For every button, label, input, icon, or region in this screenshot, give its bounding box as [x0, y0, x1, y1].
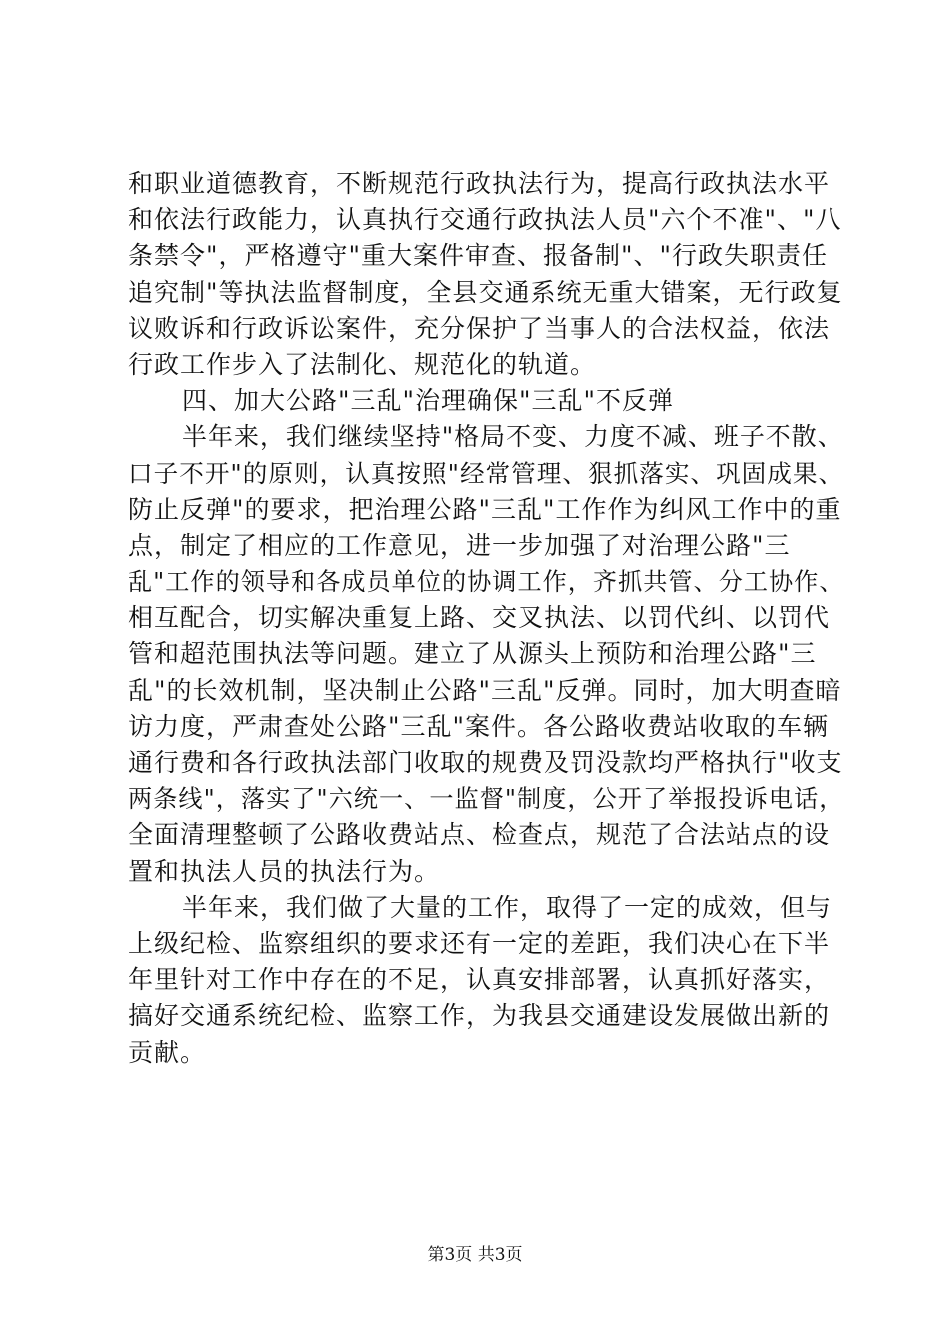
text-line: 乱"的长效机制，坚决制止公路"三乱"反弹。同时，加大明查暗 [128, 675, 842, 705]
page-number: 第3页 共3页 [427, 1245, 523, 1265]
section-heading: 四、加大公路"三乱"治理确保"三乱"不反弹 [182, 386, 674, 416]
text-line: 两条线"，落实了"六统一、一监督"制度，公开了举报投诉电话， [128, 785, 845, 814]
text-line: 口子不开"的原则，认真按照"经常管理、狠抓落实、巩固成果、 [128, 458, 845, 488]
text-line: 管和超范围执法等问题。建立了从源头上预防和治理公路"三 [128, 639, 817, 669]
text-line: 半年来，我们做了大量的工作，取得了一定的成效，但与 [182, 892, 833, 922]
text-line: 贡献。 [128, 1037, 207, 1067]
text-line: 行政工作步入了法制化、规范化的轨道。 [128, 349, 597, 379]
text-line: 半年来，我们继续坚持"格局不变、力度不减、班子不散、 [182, 422, 844, 452]
text-line: 访力度，严肃查处公路"三乱"案件。各公路收费站收取的车辆 [128, 711, 830, 741]
text-line: 年里针对工作中存在的不足，认真安排部署，认真抓好落实， [128, 965, 831, 995]
text-line: 搞好交通系统纪检、监察工作，为我县交通建设发展做出新的 [128, 1001, 831, 1031]
text-line: 条禁令"，严格遵守"重大案件审查、报备制"、"行政失职责任 [128, 241, 828, 271]
text-line: 通行费和各行政执法部门收取的规费及罚没款均严格执行"收支 [128, 748, 843, 777]
text-line: 和职业道德教育，不断规范行政执法行为，提高行政执法水平 [128, 169, 831, 198]
text-line: 乱"工作的领导和各成员单位的协调工作，齐抓共管、分工协作、 [128, 568, 845, 597]
text-line: 追究制"等执法监督制度，全县交通系统无重大错案，无行政复 [128, 277, 843, 307]
text-line: 和依法行政能力，认真执行交通行政执法人员"六个不准"、"八 [128, 205, 842, 235]
text-line: 议败诉和行政诉讼案件，充分保护了当事人的合法权益，依法 [128, 313, 831, 343]
text-line: 全面清理整顿了公路收费站点、检查点，规范了合法站点的设 [128, 820, 831, 850]
text-line: 置和执法人员的执法行为。 [128, 856, 441, 886]
text-line: 防止反弹"的要求，把治理公路"三乱"工作作为纠风工作中的重 [128, 494, 842, 524]
text-line: 相互配合，切实解决重复上路、交叉执法、以罚代纠、以罚代 [128, 603, 831, 633]
text-line: 点，制定了相应的工作意见，进一步加强了对治理公路"三 [128, 530, 791, 560]
body-text [128, 166, 845, 1071]
text-line: 上级纪检、监察组织的要求还有一定的差距，我们决心在下半 [128, 928, 831, 958]
